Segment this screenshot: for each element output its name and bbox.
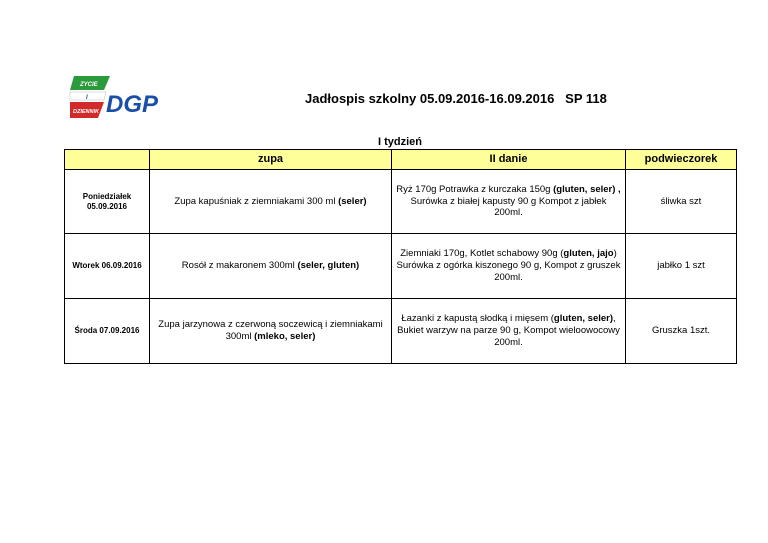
menu-table: [64, 149, 737, 364]
soup-text: Zupa kapuśniak z ziemniakami 300 ml: [174, 195, 339, 207]
dgp-logo: [70, 72, 159, 122]
col-header-main: II danie: [392, 150, 626, 170]
logo-brand: DGP: [106, 91, 159, 118]
logo-line-2: I: [86, 95, 88, 101]
soup-cell: [150, 234, 392, 299]
day-date: 05.09.2016: [86, 201, 128, 211]
main-cell: [392, 299, 626, 364]
soup-text: Rosół z makaronem 300ml: [181, 260, 298, 272]
main-text-post: , Bukiet warzyw na parze 90 g, Kompot wieloowocowy 200ml.: [397, 313, 620, 348]
day-name: Poniedziałek: [82, 191, 132, 201]
logo-line-1: ZYCIE: [80, 82, 98, 88]
day-cell: Wtorek 06.09.2016: [65, 234, 150, 299]
snack-cell: śliwka szt: [626, 170, 737, 234]
soup-cell: [150, 170, 392, 234]
table-row: [65, 170, 737, 234]
main-cell: [392, 234, 626, 299]
snack-cell: jabłko 1 szt: [626, 234, 737, 299]
soup-cell: [150, 299, 392, 364]
table-row: [65, 299, 737, 364]
main-cell: [392, 170, 626, 234]
main-allergens: gluten, seler): [553, 313, 614, 325]
snack-cell: Gruszka 1szt.: [626, 299, 737, 364]
col-header-soup: zupa: [150, 150, 392, 170]
soup-allergens: (mleko, seler): [254, 331, 316, 342]
day-cell: Środa 07.09.2016: [65, 299, 150, 364]
soup-text: Zupa jarzynowa z czerwoną soczewicą i ziemniakami 300ml: [158, 319, 383, 342]
soup-allergens: (seler, gluten): [297, 260, 360, 272]
soup-allergens: (seler): [338, 195, 367, 207]
main-text-post: ) Surówka z ogórka kiszonego 90 g, Kompot z gruszek 200ml.: [396, 248, 621, 283]
main-text-pre: Ziemniaki 170g, Kotlet schabowy 90g (: [400, 248, 564, 260]
table-header-row: [65, 150, 737, 170]
logo-line-3: DZIENNIK: [73, 109, 99, 115]
main-text-post: Surówka z białej kapusty 90 g Kompot z jabłek 200ml.: [410, 195, 607, 219]
main-allergens: (gluten, seler) ,: [553, 183, 621, 195]
col-header-day: [65, 150, 150, 170]
day-cell: [65, 170, 150, 234]
table-row: [65, 234, 737, 299]
main-text-pre: Ryż 170g Potrawka z kurczaka 150g: [396, 183, 554, 195]
main-allergens: gluten, jajo: [563, 248, 614, 260]
col-header-snack: podwieczorek: [626, 150, 737, 170]
page-title: Jadłospis szkolny 05.09.2016-16.09.2016 SP 118: [305, 91, 607, 106]
main-text-pre: Łazanki z kapustą słodką i mięsem (: [401, 313, 554, 325]
week-label: I tydzień: [378, 136, 423, 148]
